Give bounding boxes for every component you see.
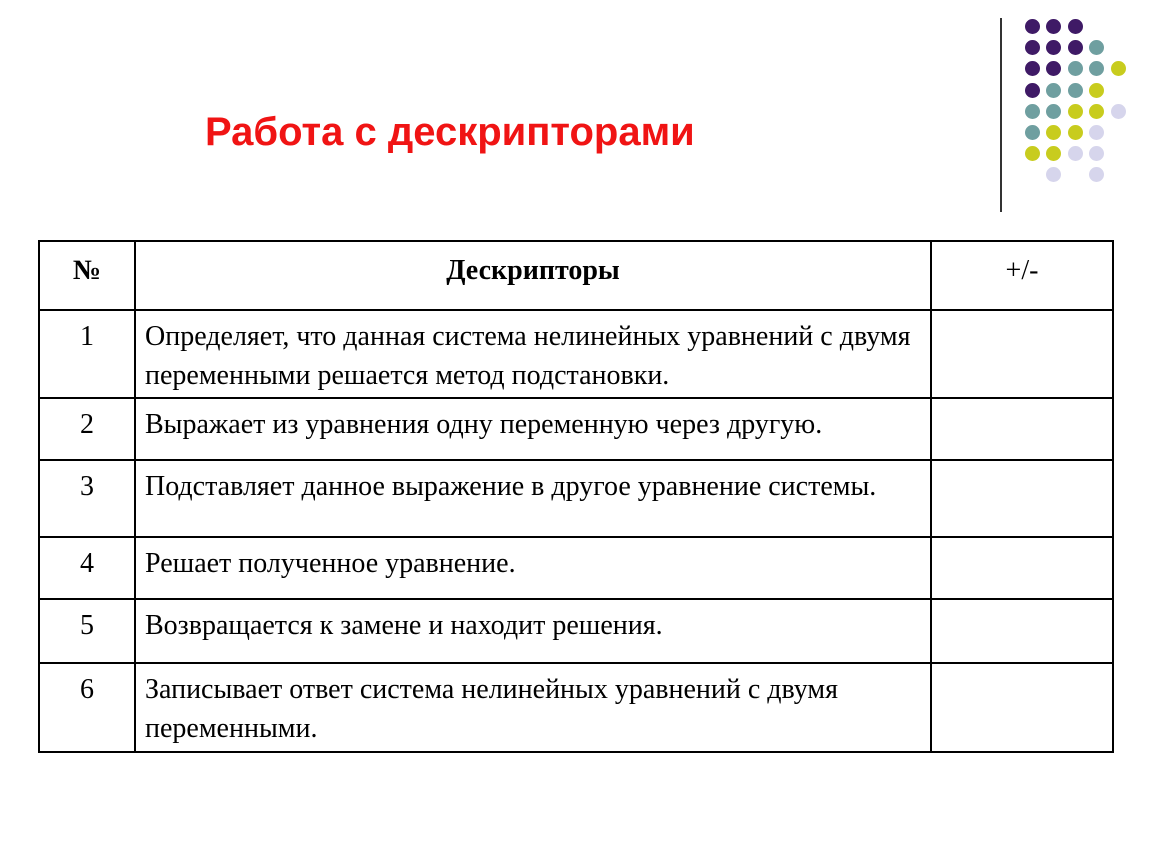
decorative-dot: [1068, 19, 1083, 34]
table-row: [39, 398, 1113, 460]
decorative-dot: [1089, 83, 1104, 98]
row-number: 5: [39, 599, 135, 663]
decorative-dot: [1089, 167, 1104, 182]
row-descriptor: Подставляет данное выражение в другое уравнение системы.: [135, 460, 931, 537]
decorative-dot: [1025, 146, 1040, 161]
row-descriptor: Определяет, что данная система нелинейных уравнений с двумя переменными решается метод подстановки.: [135, 310, 931, 398]
table-row: [39, 663, 1113, 752]
header-mark: +/-: [931, 241, 1113, 310]
decorative-dot: [1025, 61, 1040, 76]
table-row: [39, 460, 1113, 537]
decorative-dot: [1111, 104, 1126, 119]
row-mark-cell[interactable]: [931, 537, 1113, 599]
row-number: 3: [39, 460, 135, 537]
decorative-dot: [1089, 104, 1104, 119]
decorative-dot: [1025, 125, 1040, 140]
decorative-dot: [1046, 104, 1061, 119]
decorative-dot: [1068, 83, 1083, 98]
header-number: №: [39, 241, 135, 310]
decorative-dot: [1046, 19, 1061, 34]
decorative-dot: [1068, 40, 1083, 55]
row-mark-cell[interactable]: [931, 310, 1113, 398]
row-descriptor: Выражает из уравнения одну переменную через другую.: [135, 398, 931, 460]
row-mark-cell[interactable]: [931, 663, 1113, 752]
decorative-dot: [1089, 146, 1104, 161]
decorative-dot: [1046, 83, 1061, 98]
decorative-dot: [1025, 19, 1040, 34]
row-mark-cell[interactable]: [931, 599, 1113, 663]
row-number: 4: [39, 537, 135, 599]
row-number: 2: [39, 398, 135, 460]
decorative-dot: [1068, 146, 1083, 161]
decorative-dot: [1046, 167, 1061, 182]
decorative-dot: [1068, 125, 1083, 140]
header-descriptors: Дескрипторы: [135, 241, 931, 310]
decorative-dot: [1089, 40, 1104, 55]
row-descriptor: Записывает ответ система нелинейных уравнений с двумя переменными.: [135, 663, 931, 752]
table-header-row: [39, 241, 1113, 310]
table-row: [39, 310, 1113, 398]
decorative-dot: [1025, 40, 1040, 55]
decorative-dot: [1046, 146, 1061, 161]
divider-line: [1000, 18, 1002, 212]
decorative-dot: [1068, 104, 1083, 119]
table-row: [39, 537, 1113, 599]
decorative-dot: [1025, 83, 1040, 98]
decorative-dot: [1111, 61, 1126, 76]
row-number: 1: [39, 310, 135, 398]
decorative-dot: [1089, 61, 1104, 76]
decorative-dot: [1068, 61, 1083, 76]
decorative-dot: [1046, 40, 1061, 55]
row-mark-cell[interactable]: [931, 460, 1113, 537]
row-descriptor: Решает полученное уравнение.: [135, 537, 931, 599]
descriptor-table: [38, 240, 1114, 753]
decorative-dot: [1046, 61, 1061, 76]
row-mark-cell[interactable]: [931, 398, 1113, 460]
decorative-dot: [1089, 125, 1104, 140]
row-descriptor: Возвращается к замене и находит решения.: [135, 599, 931, 663]
slide-title: Работа с дескрипторами: [205, 110, 695, 154]
decorative-dot: [1025, 104, 1040, 119]
row-number: 6: [39, 663, 135, 752]
decorative-dot: [1046, 125, 1061, 140]
table-row: [39, 599, 1113, 663]
